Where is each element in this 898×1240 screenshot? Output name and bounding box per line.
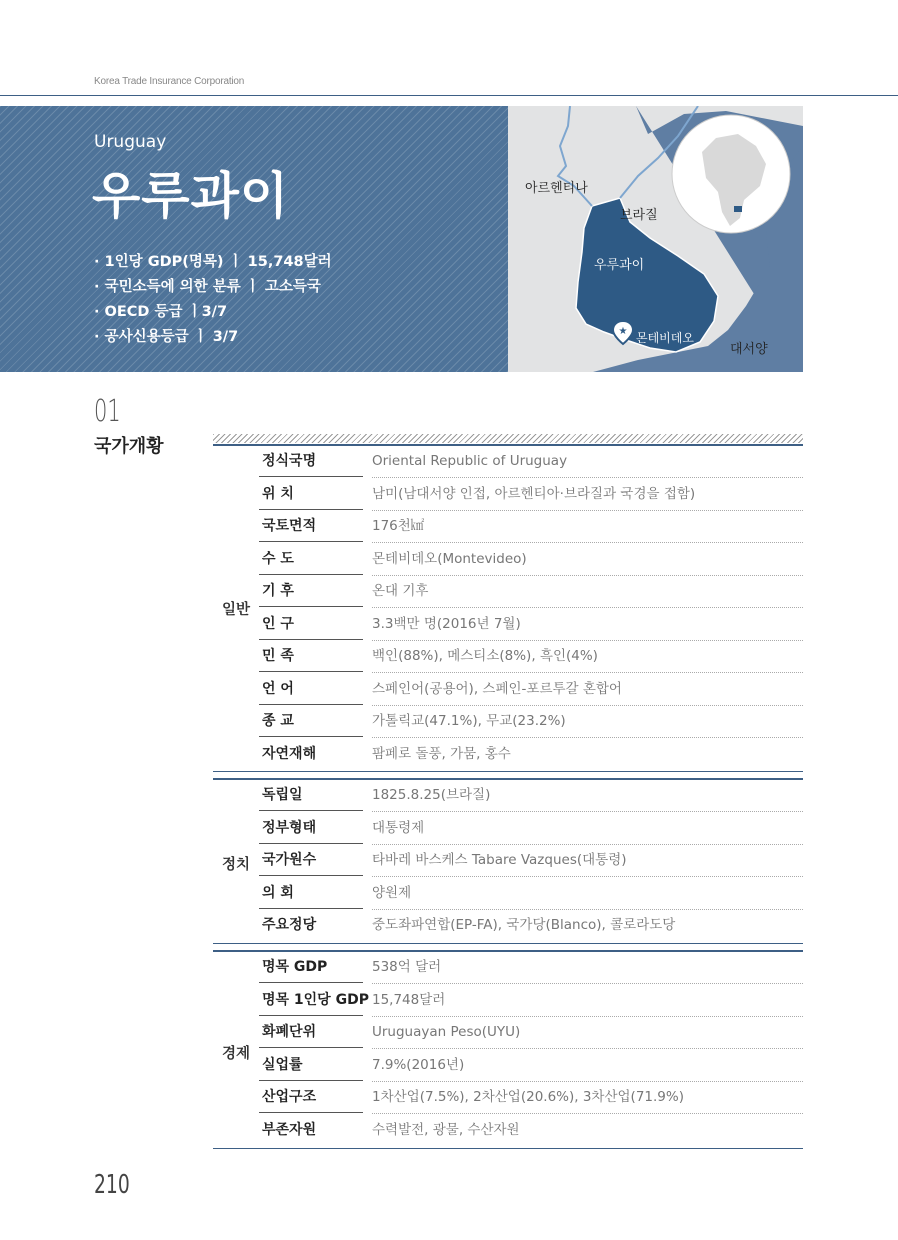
table-row <box>259 706 803 738</box>
row-value: 팜페로 돌풍, 가뭄, 홍수 <box>372 745 511 762</box>
row-value: Oriental Republic of Uruguay <box>372 446 803 478</box>
row-value: 7.9%(2016년) <box>372 1050 803 1082</box>
row-key: 주요정당 <box>262 917 317 933</box>
fact-credit-grade: · 공사신용등급 ㅣ 3/7 <box>94 329 239 345</box>
row-key: 수 도 <box>259 544 363 575</box>
row-key: 언 어 <box>259 674 363 705</box>
table-row <box>259 910 803 942</box>
row-key: 민 족 <box>259 641 363 672</box>
row-key: 독립일 <box>259 780 363 811</box>
row-value: 중도좌파연합(EP-FA), 국가당(Blanco), 콜로라도당 <box>372 917 676 933</box>
page-number: 210 <box>94 1170 130 1200</box>
section-title: 국가개황 <box>94 436 164 457</box>
fact-income-class: · 국민소득에 의한 분류 ㅣ 고소득국 <box>94 279 321 295</box>
table-row <box>259 739 803 771</box>
fact-oecd-grade: · OECD 등급 ㅣ3/7 <box>94 304 228 320</box>
table-row <box>259 641 803 673</box>
table-row <box>259 1017 803 1049</box>
row-value: 몬테비데오(Montevideo) <box>372 544 803 576</box>
table-row <box>259 845 803 877</box>
row-value: 타바레 바스케스 Tabare Vazques(대통령) <box>372 845 803 877</box>
row-key: 화폐단위 <box>259 1017 363 1048</box>
table-row <box>259 985 803 1017</box>
table-row <box>259 479 803 511</box>
row-key: 산업구조 <box>259 1082 363 1113</box>
row-key: 의 회 <box>259 878 363 909</box>
group-politics <box>213 778 803 944</box>
table-row <box>259 609 803 641</box>
row-key: 기 후 <box>259 576 363 607</box>
key-facts-list <box>94 250 332 350</box>
row-key: 자연재해 <box>262 745 317 762</box>
table-row <box>259 446 803 478</box>
label-atlantic: 대서양 <box>730 342 768 357</box>
table-row <box>259 576 803 608</box>
table-row <box>259 544 803 576</box>
row-value: 1825.8.25(브라질) <box>372 780 803 812</box>
row-key: 명목 1인당 GDP <box>259 985 363 1016</box>
table-row <box>259 780 803 812</box>
row-value: 3.3백만 명(2016년 7월) <box>372 609 803 641</box>
group-general <box>213 444 803 772</box>
row-value: 수력발전, 광물, 수산자원 <box>372 1121 520 1138</box>
table-row <box>259 878 803 910</box>
row-value: 1차산업(7.5%), 2차산업(20.6%), 3차산업(71.9%) <box>372 1082 803 1114</box>
label-argentina: 아르헨티나 <box>525 181 588 196</box>
table-row <box>259 1115 803 1147</box>
table-row <box>259 952 803 984</box>
inset-uruguay-marker <box>734 206 742 212</box>
row-key: 국토면적 <box>259 511 363 542</box>
map-graphic <box>508 106 803 372</box>
row-key: 국가원수 <box>259 845 363 876</box>
location-map <box>508 106 803 372</box>
group-label-politics: 정치 <box>221 857 250 873</box>
row-value: 대통령제 <box>372 813 803 845</box>
table-row <box>259 1050 803 1082</box>
row-value: 스페인어(공용어), 스페인-포르투갈 혼합어 <box>372 674 803 706</box>
section-hatch-bar <box>213 434 803 443</box>
label-montevideo: 몬테비데오 <box>636 331 694 345</box>
row-value: 538억 달러 <box>372 952 803 984</box>
row-value: Uruguayan Peso(UYU) <box>372 1017 803 1049</box>
fact-gdp-per-capita: · 1인당 GDP(명목) ㅣ 15,748달러 <box>94 254 332 270</box>
row-value: 양원제 <box>372 878 803 910</box>
table-row <box>259 813 803 845</box>
row-key: 위 치 <box>259 479 363 510</box>
row-value: 176천㎢ <box>372 511 803 543</box>
row-key: 명목 GDP <box>259 952 363 983</box>
group-label-economy: 경제 <box>221 1046 250 1062</box>
row-key: 실업률 <box>259 1050 363 1081</box>
section-number: 01 <box>94 394 121 429</box>
row-key: 부존자원 <box>262 1121 317 1138</box>
row-value: 15,748달러 <box>372 985 803 1017</box>
row-value: 남미(남대서양 인접, 아르헨티아·브라질과 국경을 접함) <box>372 479 803 511</box>
header-rule <box>0 95 898 96</box>
row-value: 백인(88%), 메스티소(8%), 흑인(4%) <box>372 641 803 673</box>
running-header: Korea Trade Insurance Corporation <box>94 76 245 87</box>
table-row <box>259 1082 803 1114</box>
row-key: 종 교 <box>259 706 363 737</box>
pin-star-icon: ★ <box>618 326 628 337</box>
row-key: 인 구 <box>259 609 363 640</box>
label-brazil: 브라질 <box>620 208 658 223</box>
table-row <box>259 511 803 543</box>
label-uruguay: 우루과이 <box>594 258 645 273</box>
row-key: 정부형태 <box>259 813 363 844</box>
table-row <box>259 674 803 706</box>
row-value: 온대 기후 <box>372 576 803 608</box>
group-label-general: 일반 <box>221 602 250 618</box>
country-name-en: Uruguay <box>94 132 167 152</box>
row-value: 가톨릭교(47.1%), 무교(23.2%) <box>372 706 803 738</box>
country-name-ko: 우루과이 <box>92 167 290 225</box>
row-key: 정식국명 <box>259 446 363 477</box>
group-economy <box>213 950 803 1149</box>
